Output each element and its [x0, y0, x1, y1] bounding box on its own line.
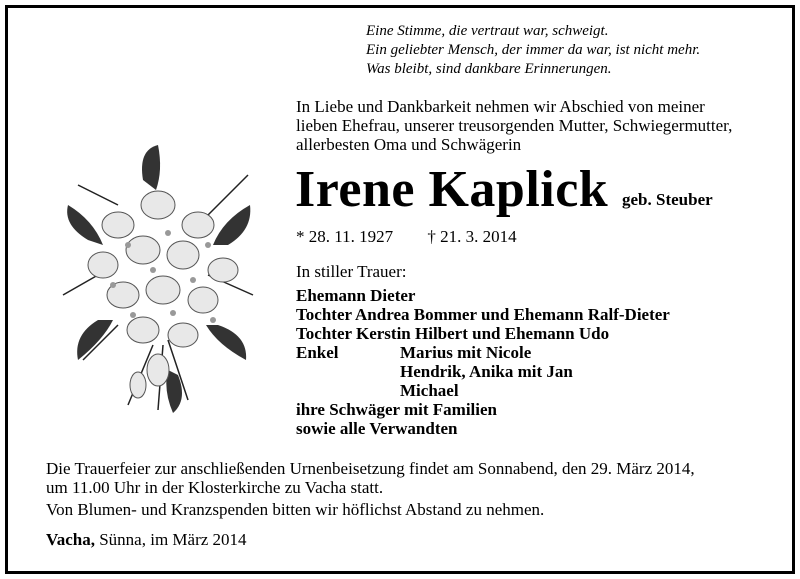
birth-date: * 28. 11. 1927 — [296, 227, 394, 246]
place-date-text: Sünna, im März 2014 — [99, 530, 247, 549]
mourners-list — [296, 286, 670, 438]
grandchildren-label: Enkel — [296, 343, 339, 362]
intro-text — [296, 97, 732, 154]
poem-line: Eine Stimme, die vertraut war, schweigt. — [366, 23, 609, 39]
service-line: Die Trauerfeier zur anschließenden Urnenbeisetzung findet am Sonnabend, den 29. März 2014, — [46, 459, 695, 478]
place-date — [46, 530, 247, 550]
life-dates — [296, 227, 547, 247]
grandchild: Marius mit Nicole — [400, 343, 532, 362]
poem — [366, 22, 700, 79]
grandchildren-row — [296, 362, 670, 381]
intro-line: lieben Ehefrau, unserer treusorgenden Mutter, Schwiegermutter, — [296, 116, 733, 135]
flowers-note: Von Blumen- und Kranzspenden bitten wir höflichst Abstand zu nehmen. — [46, 500, 545, 519]
mourner-line: Ehemann Dieter — [296, 286, 416, 305]
mourning-intro: In stiller Trauer: — [296, 262, 407, 281]
mourner-line: Tochter Andrea Bommer und Ehemann Ralf-Dieter — [296, 305, 670, 324]
grandchild: Hendrik, Anika mit Jan — [400, 362, 573, 381]
grandchildren-row — [296, 381, 670, 400]
service-info — [46, 459, 695, 497]
service-line: um 11.00 Uhr in der Klosterkirche zu Vacha statt. — [46, 478, 384, 497]
death-date: † 21. 3. 2014 — [427, 227, 517, 246]
mourner-line: ihre Schwäger mit Familien — [296, 400, 497, 419]
deceased-name: Irene Kaplick — [295, 161, 609, 218]
poem-line: Ein geliebter Mensch, der immer da war, ist nicht mehr. — [366, 42, 701, 58]
poem-line: Was bleibt, sind dankbare Erinnerungen. — [366, 61, 612, 77]
mourner-line: sowie alle Verwandten — [296, 419, 458, 438]
maiden-name: geb. Steuber — [622, 190, 713, 209]
place-name: Vacha, — [46, 530, 95, 549]
flower-bouquet-icon — [58, 145, 258, 415]
mourner-line: Tochter Kerstin Hilbert und Ehemann Udo — [296, 324, 610, 343]
grandchild: Michael — [400, 381, 459, 400]
grandchildren-row — [296, 343, 670, 362]
intro-line: allerbesten Oma und Schwägerin — [296, 135, 522, 154]
intro-line: In Liebe und Dankbarkeit nehmen wir Abschied von meiner — [296, 97, 705, 116]
